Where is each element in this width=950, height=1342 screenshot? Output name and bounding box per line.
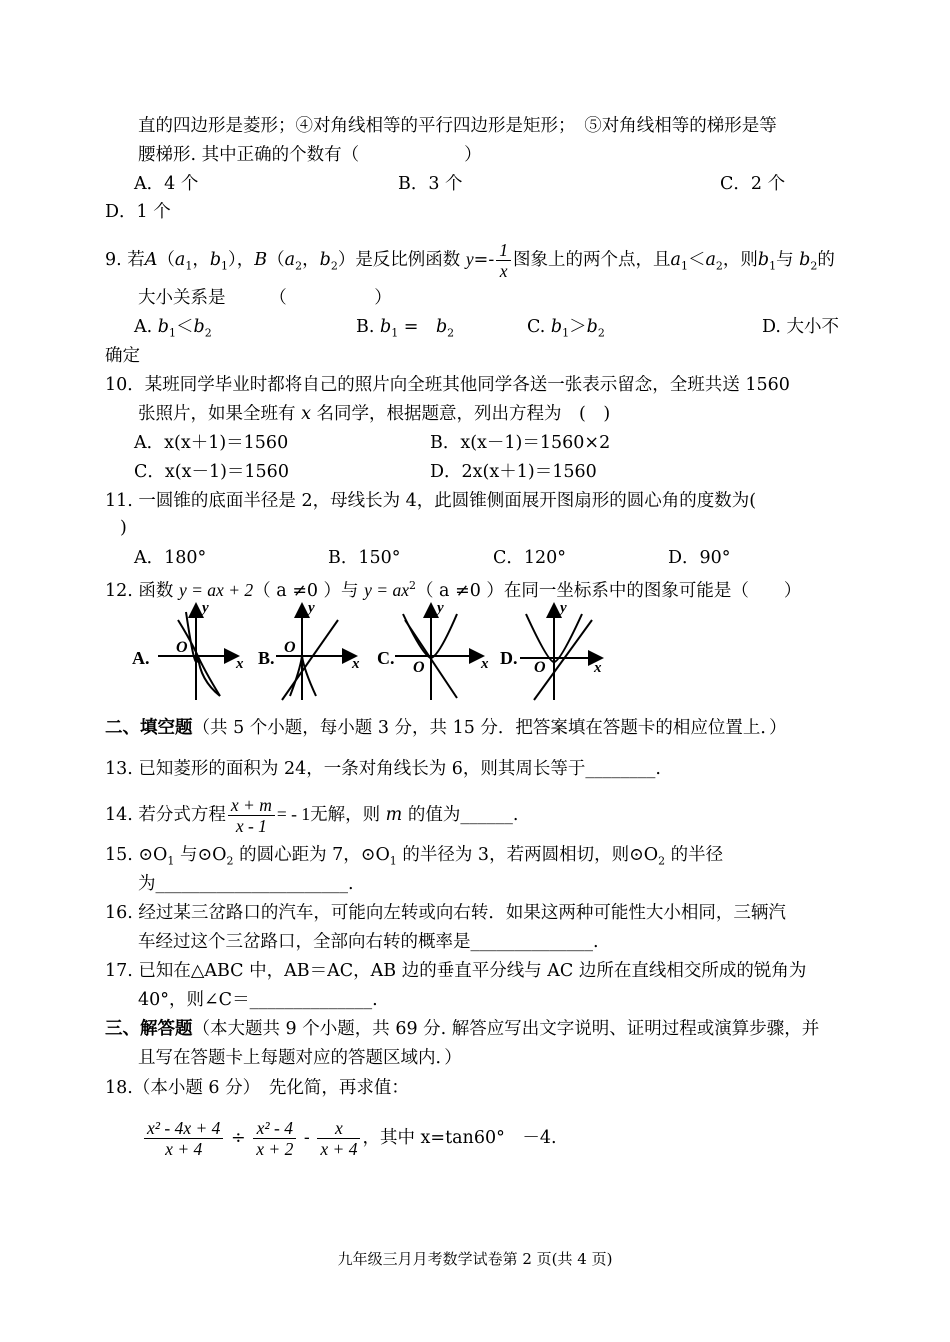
graph-c-label: C. (377, 648, 395, 668)
q9-option-d-cont: 确定 (105, 346, 140, 366)
graph-d-x-label: x (594, 660, 602, 676)
q11-option-c: C．120° (493, 548, 567, 568)
q11-option-d: D．90° (668, 548, 731, 568)
q9-line1: 9. 若$A(a_1$，$b_1$），$B(a_2$，$b_2$）是反比例函数 y=- $\frac{1}{x}$ 图象上的两个点，且$a_1<a_2$，则$b_1$与 $b_2$的 (105, 240, 835, 281)
q9-option-c: C. $b_1>b_2$ (527, 317, 605, 340)
graph-b-y-label: y (308, 600, 315, 616)
graph-d-y-label: y (560, 600, 567, 616)
q17-line1: 17. 已知在△ABC 中，AB＝AC，AB 边的垂直平分线与 AC 边所在直线相交所成的锐角为 (105, 961, 807, 981)
q11-option-b: B．150° (328, 548, 401, 568)
section-3-heading: 三、解答题（本大题共 9 个小题，共 69 分. 解答应写出文字说明、证明过程或演算步骤，并 (105, 1019, 820, 1039)
q18-fraction-1: $\frac{\text{x² - 4x + 4}}{x + 4}$ (144, 1118, 223, 1159)
graph-a-label: A. (132, 648, 150, 668)
q8-option-a: A．4 个 (134, 174, 199, 194)
graph-a (132, 600, 244, 700)
q9-line2: 大小关系是 （ ） (138, 288, 392, 308)
graph-b (258, 600, 360, 700)
graph-b-label: B. (258, 648, 275, 668)
q18-expression: $\frac{\text{x² - 4x + 4}}{x + 4}$ ÷ $\frac{\text{x² - 4}}{x + 2}$ - $\frac{x}{x + 4}$ ，其中 x=tan60° －4. (142, 1112, 557, 1164)
q8-option-b: B．3 个 (398, 174, 463, 194)
graph-c (377, 600, 489, 700)
q10-option-a: A．x(x＋1)＝1560 (134, 433, 289, 453)
q14-line: 14. 若分式方程 $\frac{x + m}{x - 1}$ = - 1无解，则 m 的值为______. (105, 795, 519, 836)
graph-d-label: D. (500, 648, 518, 668)
q9-option-b: B. $b_1$ = $b_2$ (356, 317, 455, 340)
q11-option-a: A．180° (134, 548, 207, 568)
q15-line2: 为______________________. (138, 874, 354, 894)
graph-d-origin: O (534, 659, 546, 676)
q8-line1: 直的四边形是菱形；④对角线相等的平行四边形是矩形； ⑤对角线相等的梯形是等 (138, 116, 777, 136)
graph-a-x-label: x (236, 656, 244, 672)
q9-option-a: A. $b_1<b_2$ (134, 317, 212, 340)
q9-option-d: D. 大小不 (762, 317, 840, 337)
q10-line2: 张照片，如果全班有 x 名同学，根据题意，列出方程为 ( ) (138, 404, 611, 424)
graph-c-x-label: x (481, 656, 489, 672)
q18-fraction-3: $\frac{x}{x + 4}$ (317, 1118, 360, 1159)
q16-line2: 车经过这个三岔路口，全部向右转的概率是______________. (138, 932, 599, 952)
q10-option-c: C．x(x－1)＝1560 (134, 462, 289, 482)
q8-line2: 腰梯形. 其中正确的个数有（ ） (138, 145, 482, 165)
q10-line1: 10．某班同学毕业时都将自己的照片向全班其他同学各送一张表示留念，全班共送 1560 (105, 375, 790, 395)
graph-c-origin: O (413, 659, 425, 676)
graph-c-y-label: y (437, 600, 444, 616)
q18-fraction-2: $\frac{\text{x² - 4}}{x + 2}$ (253, 1118, 296, 1159)
section-3-desc: 且写在答题卡上每题对应的答题区域内．） (138, 1048, 462, 1068)
q11-line1: 11. 一圆锥的底面半径是 2，母线长为 4，此圆锥侧面展开图扇形的圆心角的度数为( (105, 491, 757, 511)
section-2-heading: 二、填空题（共 5 个小题，每小题 3 分，共 15 分．把答案填在答题卡的相应位置上．） (105, 718, 787, 738)
q8-option-c: C．2 个 (720, 174, 786, 194)
graph-a-y-label: y (202, 600, 209, 616)
q14-fraction: $\frac{x + m}{x - 1}$ (228, 795, 275, 836)
q16-line1: 16. 经过某三岔路口的汽车，可能向左转或向右转．如果这两种可能性大小相同，三辆汽 (105, 903, 786, 923)
q13-line: 13. 已知菱形的面积为 24，一条对角线长为 6，则其周长等于________. (105, 759, 661, 779)
graph-d (500, 600, 602, 700)
q9-fraction: $\frac{1}{x}$ (496, 240, 511, 281)
q12-line1: 12. 函数 y = ax + 2（ a ≠0 ）与 $y = ax^2$（ a ≠0 ）在同一坐标系中的图象可能是（ ） (105, 579, 802, 601)
q17-line2: 40°，则∠C＝______________. (138, 990, 378, 1010)
graph-b-origin: O (284, 639, 296, 656)
q10-option-b: B．x(x－1)＝1560×2 (430, 433, 611, 453)
q12-graphs (128, 600, 628, 704)
page-footer: 九年级三月月考数学试卷第 2 页(共 4 页) (337, 1250, 613, 1268)
graph-b-x-label: x (352, 656, 360, 672)
q15-line1: 15. $⊙O_1$ 与$⊙O_2$ 的圆心距为 7，$⊙O_1$ 的半径为 3，若两圆相切，则$⊙O_2$ 的半径 (105, 845, 724, 868)
graph-a-origin: O (176, 639, 188, 656)
q10-option-d: D．2x(x＋1)＝1560 (430, 462, 597, 482)
q18-line1: 18.（本小题 6 分） 先化简，再求值： (105, 1078, 409, 1098)
q8-option-d: D．1 个 (105, 202, 171, 222)
q11-line2: ) (120, 518, 127, 538)
